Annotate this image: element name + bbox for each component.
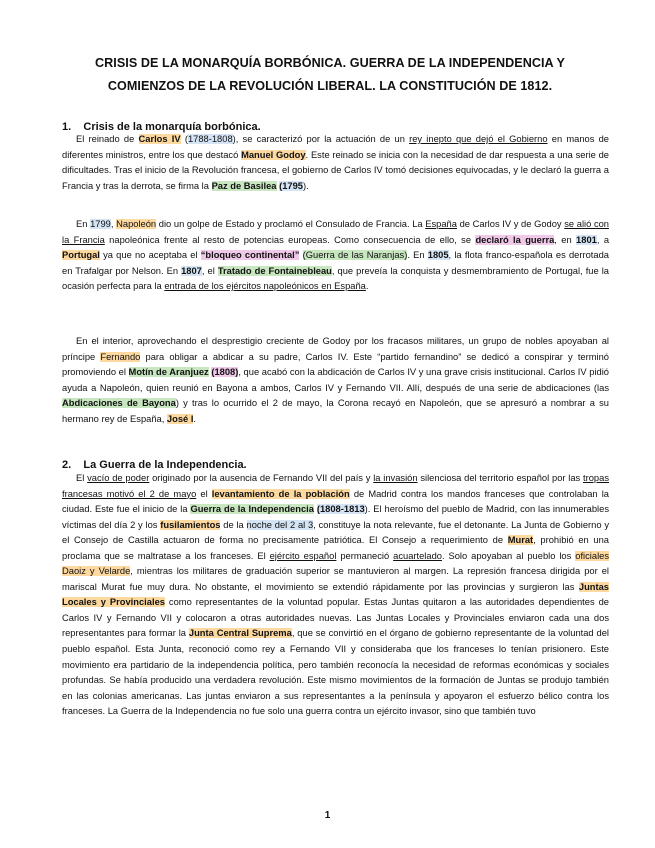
section-1-paragraph-2 bbox=[62, 217, 609, 295]
text-run: , que se convirtió en el órgano de gobierno representante de la voluntad del pueblo español. Esta Junta, reconoció como rey a Fernando VII y consideraba que los franceses lo tenían prisionero. Este movimiento era partidario de la independencia política, pero también reconocía la necesidad de reformas económicas y sociales profundas. Se había producido una verdadera revolución. Este mismo movimientos de la formación de Juntas se produjo también en las colonias americanas. Las juntas enviaron a sus representantes a la península y apoyaron el esfuerzo bélico contra los franceses. La Guerra de la Independencia no fue solo una guerra contra un ejército invasor, sino que también tuvo bbox=[62, 628, 609, 717]
highlighted-text: rey inepto que dejó el Gobierno bbox=[409, 134, 548, 144]
highlighted-text: Carlos IV bbox=[138, 134, 181, 144]
title-line-2: COMIENZOS DE LA REVOLUCIÓN LIBERAL. LA CONSTITUCIÓN DE 1812. bbox=[107, 79, 553, 93]
highlighted-text: España bbox=[425, 219, 457, 229]
text-run: ) y tras lo ocurrido el 2 de mayo, la Corona recayó en Napoleón, que se apresuró a nombrar a su hermano rey de España, bbox=[62, 398, 609, 424]
highlighted-text: José I bbox=[166, 413, 194, 424]
highlighted-text: Portugal bbox=[62, 250, 100, 261]
highlighted-text: Guerra de la Independencia bbox=[190, 504, 314, 515]
text-run: , que preveía la conquista y desmembramiento de Portugal, fue la ocasión perfecta para la bbox=[62, 265, 609, 292]
text-run: , bbox=[110, 219, 117, 229]
highlighted-text: entrada de los ejércitos napoleónicos en España bbox=[164, 281, 366, 292]
highlighted-text: ejército español bbox=[269, 550, 337, 561]
text-run: . bbox=[193, 413, 197, 424]
text-run: , en bbox=[554, 234, 577, 245]
text-run: , prohibió en una proclama que se maltratase a los franceses. El bbox=[62, 535, 609, 561]
text-run: , a bbox=[596, 234, 610, 245]
text-run: , el bbox=[201, 265, 218, 276]
highlighted-text: declaró la guerra bbox=[475, 234, 555, 245]
highlighted-text: 1801 bbox=[576, 234, 597, 245]
section-1-paragraph-1 bbox=[62, 132, 609, 194]
highlighted-text: la invasión bbox=[373, 473, 418, 483]
highlighted-text: (1795 bbox=[279, 180, 304, 191]
text-run: El reinado de bbox=[76, 134, 139, 144]
text-run: dio un golpe de Estado y proclamó el Consulado de Francia. La bbox=[156, 219, 426, 229]
highlighted-text: Fernando bbox=[100, 351, 141, 362]
text-run: , mientras los militares de graduación superior se mantuvieron al margen. La represión francesa dirigida por el mariscal Murat fue muy dura. No obstante, el movimiento se extendió rápidamente por las provincias y surgieron las bbox=[62, 566, 609, 592]
text-run: de la bbox=[220, 519, 247, 530]
text-run: . Este reinado se inicia con la necesidad de dar respuesta a una serie de dificultades. Tras el inicio de la Revolución francesa, el gobierno de Carlos IV tomó decisiones equivocadas, y le declaró la guerra a Francia y tras la derrota, se firma la bbox=[62, 149, 609, 191]
text-run: ). bbox=[303, 180, 309, 191]
text-run: . Solo apoyaban al pueblo los bbox=[441, 550, 576, 561]
text-run: para obligar a abdicar a su padre, Carlos IV. Este “partido fernandino” se dedicó a conspirar y terminó promoviendo el bbox=[62, 351, 609, 378]
highlighted-text: Paz de Basilea bbox=[211, 180, 277, 191]
text-run: de Carlos IV y de Godoy bbox=[456, 219, 565, 229]
highlighted-text: acuartelado bbox=[393, 550, 442, 561]
highlighted-text: vacío de poder bbox=[87, 473, 150, 483]
highlighted-text: se alió con la Francia bbox=[62, 219, 610, 245]
highlighted-text: Napoleón bbox=[116, 219, 157, 229]
text-run: , que acabó con la abdicación de Carlos IV y una grave crisis institucional. Carlos IV pidió ayuda a Napoleón, quien reunió en Bayona a ambos, Carlos IV y Fernando VII. Allí, después de una serie de abdicaciones (las bbox=[62, 367, 609, 393]
text-run: napoleónica frente al resto de potencias europeas. Como consecuencia de ello, se bbox=[104, 234, 476, 245]
text-run: en manos de diferentes ministros, entre los que destacó bbox=[62, 134, 610, 160]
text-run: ya que no aceptaba el bbox=[99, 250, 201, 261]
section-2-heading: 2. La Guerra de la Independencia. bbox=[62, 459, 247, 471]
highlighted-text: Juntas Locales y Provinciales bbox=[62, 581, 609, 608]
text-run: ( bbox=[180, 134, 188, 144]
section-1-heading: 1. Crisis de la monarquía borbónica. bbox=[62, 121, 261, 133]
highlighted-text: Motín de Aranjuez bbox=[128, 367, 209, 378]
document-title bbox=[70, 52, 590, 98]
page-number: 1 bbox=[324, 810, 331, 821]
highlighted-text: noche del 2 al 3 bbox=[246, 519, 314, 530]
text-run: ), se caracterizó por la actuación de un bbox=[232, 134, 410, 144]
highlighted-text: Abdicaciones de Bayona bbox=[62, 398, 176, 409]
highlighted-text: tropas francesas motivó el 2 de mayo bbox=[62, 473, 610, 499]
text-run: como representantes de la voluntad popular. Estas Juntas quitaron a las autoridades dependientes de Carlos IV y Fernando VII y colocaron a otras autoridades nuevas. Las Juntas Locales y Provinciales enviaron cada una dos representantes para formar la bbox=[62, 597, 609, 639]
highlighted-text: fusilamientos bbox=[160, 519, 221, 530]
text-run: . En bbox=[407, 250, 428, 261]
text-run: El bbox=[76, 473, 88, 483]
highlighted-text: levantamiento de la población bbox=[211, 488, 350, 499]
text-run: En bbox=[76, 219, 91, 229]
title-line-1: CRISIS DE LA MONARQUÍA BORBÓNICA. GUERRA DE LA INDEPENDENCIA Y bbox=[94, 56, 566, 70]
section-2-paragraph-1 bbox=[62, 471, 609, 720]
text-run: permaneció bbox=[336, 550, 394, 561]
text-run: el bbox=[196, 488, 212, 499]
highlighted-text: (Guerra de las Naranjas) bbox=[302, 250, 408, 261]
highlighted-text: (1808) bbox=[211, 367, 239, 378]
text-run: , constituye la nota relevante, fue el detonante. La Junta de Gobierno y el Consejo de Castilla actuaron de forma no precisamente patriótica. El Consejo a requerimiento de bbox=[62, 519, 609, 546]
highlighted-text: Manuel Godoy bbox=[241, 149, 306, 160]
highlighted-text: 1799 bbox=[90, 219, 111, 229]
highlighted-text: Junta Central Suprema bbox=[188, 628, 292, 639]
text-run: silenciosa del territorio español por las bbox=[417, 473, 584, 483]
text-run: ). El heroísmo del pueblo de Madrid, con las innumerables víctimas del día 2 y los bbox=[62, 504, 610, 530]
highlighted-text: 1807 bbox=[181, 265, 202, 276]
text-run: En el interior, aprovechando el desprestigio creciente de Godoy por los fracasos militares, un grupo de nobles apoyaban al príncipe bbox=[62, 336, 609, 362]
text-run: de Madrid contra los mandos franceses que controlaban la ciudad. Este fue el inicio de la bbox=[62, 488, 609, 515]
text-run: . bbox=[365, 281, 369, 292]
highlighted-text: Tratado de Fontainebleau bbox=[217, 265, 332, 276]
highlighted-text: “bloqueo continental” bbox=[200, 250, 300, 261]
highlighted-text: 1788-1808 bbox=[187, 134, 233, 144]
highlighted-text: 1805 bbox=[427, 250, 449, 261]
highlighted-text: (1808-1813 bbox=[316, 504, 365, 515]
section-1-paragraph-3 bbox=[62, 334, 609, 427]
highlighted-text: oficiales Daoiz y Velarde bbox=[62, 550, 610, 577]
text-run: , la flota franco-española es derrotada en Trafalgar por Nelson. En bbox=[62, 250, 609, 276]
text-run: originado por la ausencia de Fernando VII del país y bbox=[149, 473, 374, 483]
highlighted-text: Murat bbox=[507, 535, 534, 546]
